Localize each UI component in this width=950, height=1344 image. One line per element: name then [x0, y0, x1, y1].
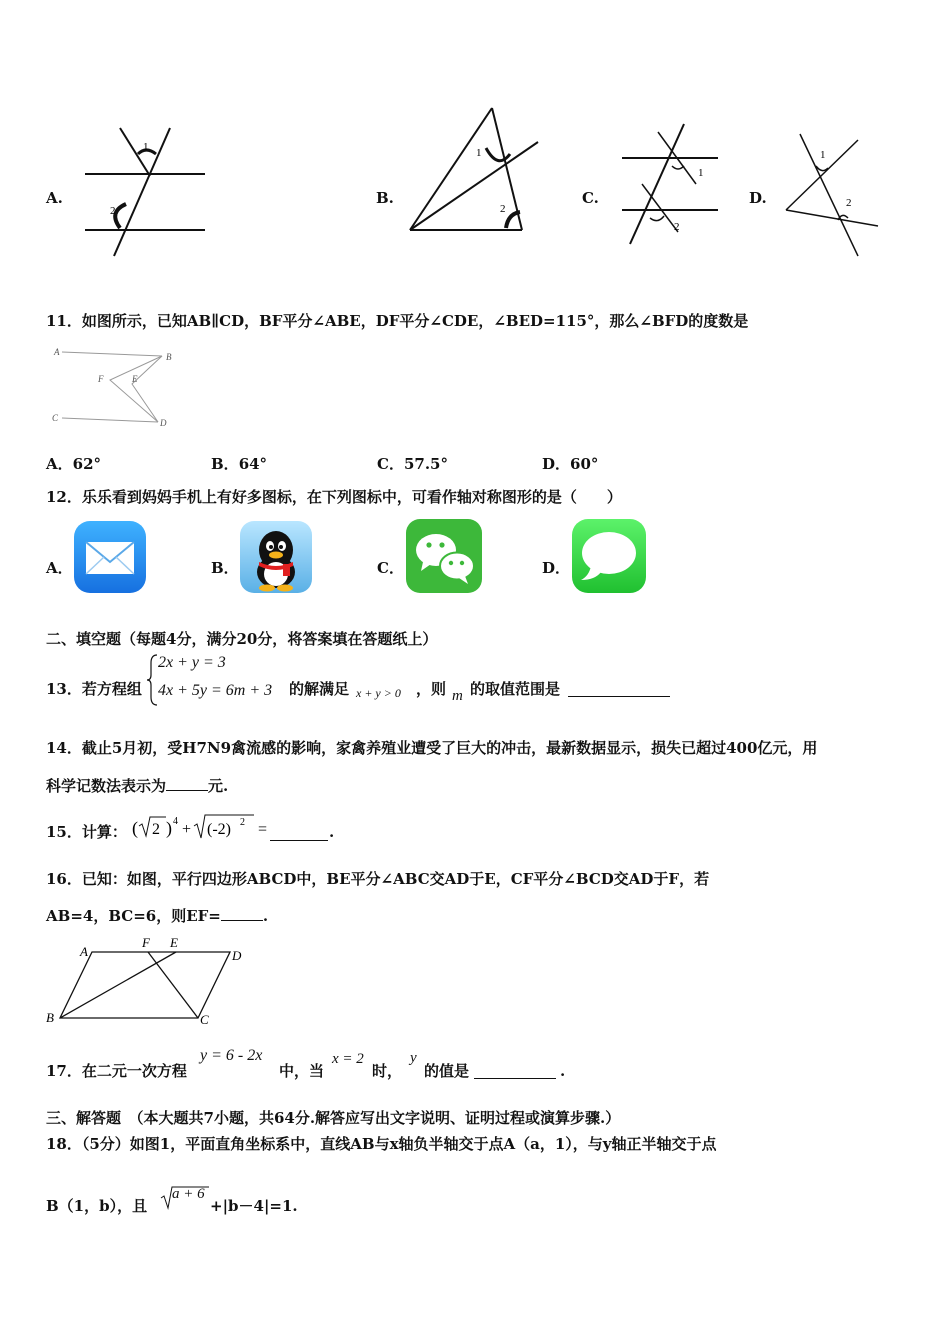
q15-answer-blank[interactable] — [270, 826, 328, 841]
q17-equation: y = 6 - 2x — [200, 1047, 263, 1064]
q11-label-a: A — [54, 347, 60, 357]
q10c-angle-2: 2 — [674, 221, 680, 233]
q10a-angle-1: 1 — [143, 141, 149, 153]
q10b-angle-1: 1 — [476, 147, 482, 159]
q10-option-a-label: A. — [46, 189, 63, 207]
q12-option-b-label: B． — [211, 559, 239, 577]
q10-option-c-label: C. — [582, 189, 599, 207]
q18-line1: 18．（5分）如图1，平面直角坐标系中，直线AB与x轴负半轴交于点A（a，1），与y轴正半轴交于点 — [46, 1135, 717, 1153]
q10d-angle-1: 1 — [820, 149, 826, 161]
q18-radicand: a + 6 — [172, 1186, 205, 1202]
q15-suffix: . — [329, 823, 335, 841]
q13-then: ，则 — [416, 680, 447, 698]
q12-option-c-label: C． — [377, 559, 404, 577]
q16-label-e: E — [170, 935, 178, 950]
q11-option-a: A．62° — [46, 455, 102, 473]
svg-text:(-2): (-2) — [207, 821, 231, 838]
q16-label-d: D — [232, 948, 242, 963]
q11-label-e: E — [132, 374, 138, 384]
q17-mid1: 中，当 — [279, 1062, 325, 1080]
q11-option-c: C．57.5° — [377, 455, 448, 473]
q17-end: . — [560, 1062, 566, 1080]
q15-expression — [130, 812, 270, 842]
q10d-angle-2: 2 — [846, 197, 852, 209]
q16-line2: AB=4，BC=6，则EF= . — [46, 907, 269, 925]
q13-eq1: 2x + y = 3 — [158, 654, 226, 671]
messages-bubble-icon — [571, 518, 647, 594]
svg-text:+: + — [182, 821, 192, 838]
svg-text:=: = — [258, 821, 268, 838]
q13-eq2: 4x + 5y = 6m + 3 — [158, 682, 273, 699]
q16-label-b: B — [46, 1010, 54, 1025]
q18-line2-prefix: B（1，b），且 — [46, 1197, 148, 1215]
q16-line1: 16．已知：如图，平行四边形ABCD中，BE平分∠ABC交AD于E，CF平分∠BCD交AD于F，若 — [46, 870, 710, 888]
q17-answer-blank[interactable] — [474, 1064, 556, 1079]
q11-option-d: D．60° — [542, 455, 599, 473]
svg-text:4: 4 — [173, 816, 178, 827]
q16-parallelogram-figure — [40, 932, 250, 1028]
q13-mid: 的解满足 — [289, 680, 350, 698]
q11-text: 11．如图所示，已知AB∥CD，BF平分∠ABE，DF平分∠CDE，∠BED=115°，那么∠BFD的度数是 — [46, 312, 749, 330]
q13-prefix: 13．若方程组 — [46, 680, 142, 698]
section-3-title: 三、解答题 （本大题共7小题，共64分.解答应写出文字说明、证明过程或演算步骤.） — [46, 1109, 621, 1127]
q16-label-f: F — [142, 935, 150, 950]
q11-figure — [50, 344, 190, 434]
q10c-angle-1: 1 — [698, 167, 704, 179]
q12-option-d-label: D． — [542, 559, 571, 577]
q13-condition: x + y > 0 — [356, 686, 401, 700]
q10-figure-d — [782, 128, 882, 258]
svg-text:): ) — [166, 818, 172, 838]
q13-suffix: 的取值范围是 — [470, 680, 561, 698]
svg-text:(: ( — [132, 818, 138, 838]
q17-mid2: 时， — [372, 1062, 403, 1080]
q15-prefix: 15．计算： — [46, 823, 127, 841]
q11-label-b: B — [166, 352, 172, 362]
q17-prefix: 17．在二元一次方程 — [46, 1062, 187, 1080]
q13-var: m — [452, 688, 463, 704]
q11-label-d: D — [160, 418, 167, 428]
q18-line2-suffix: +|b－4|=1. — [210, 1197, 298, 1215]
q10-option-b-label: B. — [376, 189, 394, 207]
q16-label-a: A — [80, 944, 88, 959]
q10-option-d-label: D. — [749, 189, 767, 207]
svg-text:2: 2 — [240, 817, 245, 828]
mail-icon — [73, 520, 147, 594]
q17-suffix: 的值是 — [424, 1062, 470, 1080]
q10b-angle-2: 2 — [500, 203, 506, 215]
q10-figure-b — [402, 102, 542, 236]
q14-line1: 14．截止5月初，受H7N9禽流感的影响，家禽养殖业遭受了巨大的冲击，最新数据显示，损失已超过400亿元，用 — [46, 739, 818, 757]
q14-answer-blank[interactable] — [166, 776, 208, 791]
q13-answer-blank[interactable] — [568, 682, 670, 697]
q10-figure-c — [618, 120, 722, 250]
q10a-angle-2: 2 — [110, 205, 116, 217]
q17-condition: x = 2 — [332, 1051, 364, 1067]
q11-option-b: B．64° — [211, 455, 268, 473]
qq-penguin-icon — [239, 520, 313, 594]
q14-line2: 科学记数法表示为 元. — [46, 777, 229, 795]
q16-label-c: C — [200, 1012, 209, 1027]
q17-var: y — [410, 1050, 417, 1066]
q16-answer-blank[interactable] — [221, 906, 263, 921]
wechat-icon — [405, 518, 483, 594]
q12-text: 12．乐乐看到妈妈手机上有好多图标，在下列图标中，可看作轴对称图形的是（ ） — [46, 488, 622, 506]
svg-text:2: 2 — [152, 821, 160, 838]
q11-label-c: C — [52, 413, 59, 423]
q12-option-a-label: A． — [46, 559, 73, 577]
section-2-title: 二、填空题（每题4分，满分20分，将答案填在答题纸上） — [46, 630, 438, 648]
q11-label-f: F — [98, 374, 104, 384]
q10-figure-a — [80, 124, 210, 258]
